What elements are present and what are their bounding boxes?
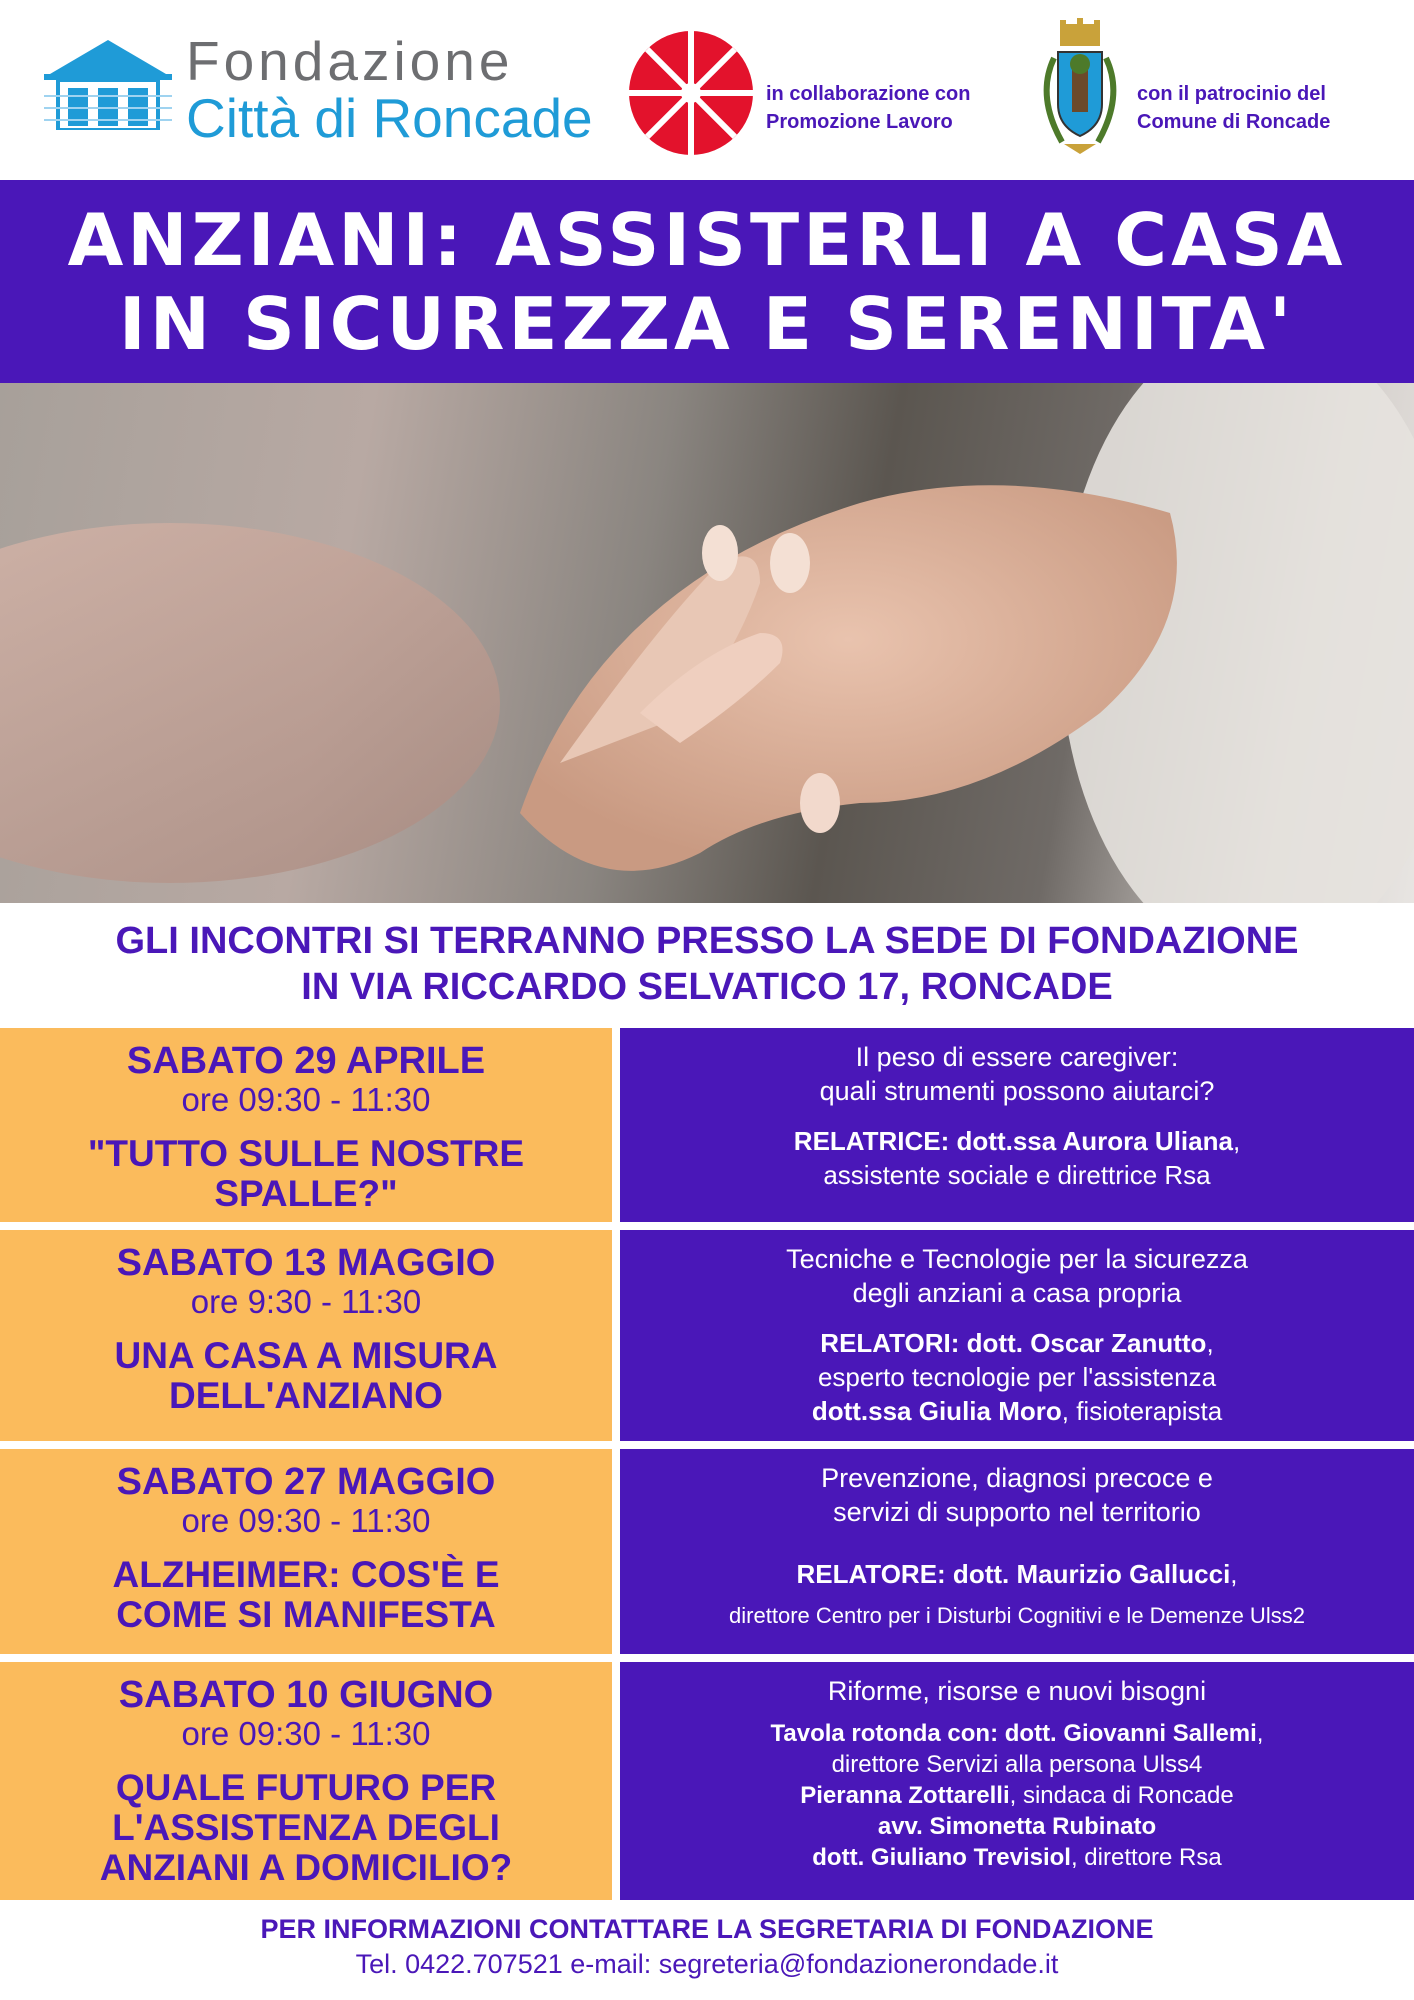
event-topic [100, 1768, 512, 1888]
event-date-cell [0, 1028, 612, 1222]
footer [0, 1904, 1414, 2000]
event-topic-line: ALZHEIMER: COS'È E [112, 1554, 500, 1595]
title-line-1: ANZIANI: ASSISTERLI A CASA [67, 197, 1347, 282]
speaker-role: direttore Centro per i Disturbi Cognitivi e le Demenze Ulss2 [729, 1603, 1305, 1628]
speaker-name: dott. Giuliano Trevisiol [812, 1844, 1071, 1871]
event-row [0, 1662, 1414, 1900]
header [0, 0, 1414, 180]
event-details-cell [620, 1662, 1414, 1900]
speaker-role: esperto tecnologie per l'assistenza [817, 1362, 1217, 1392]
event-topic [114, 1336, 497, 1416]
location-info [0, 903, 1414, 1025]
patronage-line-1: con il patrocinio del [1137, 83, 1326, 105]
event-topic-line: L'ASSISTENZA DEGLI [112, 1807, 500, 1848]
speaker-role: , [1256, 1720, 1264, 1747]
collaboration-line-1: in collaborazione con [766, 83, 971, 105]
speaker-line [771, 1842, 1264, 1873]
holding-hands-photo [0, 383, 1414, 903]
speaker-role: , [1206, 1328, 1214, 1358]
speaker-name: RELATORE: dott. Maurizio Gallucci [796, 1559, 1231, 1589]
event-time: ore 9:30 - 11:30 [190, 1283, 422, 1320]
speaker-role: , sindaca di Roncade [1009, 1782, 1234, 1809]
foundation-logo-text [186, 30, 593, 149]
event-subtitle-line: quali strumenti possono aiutarci? [819, 1076, 1215, 1106]
speaker-line [729, 1557, 1305, 1591]
row-divider [612, 1449, 620, 1654]
event-subtitle-line: Tecniche e Tecnologie per la sicurezza [786, 1244, 1248, 1274]
event-topic-line: "TUTTO SULLE NOSTRE [87, 1133, 525, 1174]
collaboration-line-2: Promozione Lavoro [766, 111, 953, 133]
row-divider [612, 1028, 620, 1222]
event-subtitle [820, 1040, 1215, 1108]
event-subtitle-line: Riforme, risorse e nuovi bisogni [827, 1676, 1207, 1706]
speaker-line [812, 1360, 1222, 1394]
event-speakers [771, 1718, 1264, 1873]
speaker-name: Pieranna Zottarelli [800, 1782, 1010, 1809]
event-subtitle [786, 1242, 1248, 1310]
event-topic-line: COME SI MANIFESTA [116, 1594, 496, 1635]
event-topic-line: QUALE FUTURO PER [115, 1767, 497, 1808]
speaker-line [812, 1394, 1222, 1428]
speaker-line [729, 1601, 1305, 1631]
speaker-line [812, 1326, 1222, 1360]
event-date: SABATO 27 MAGGIO [116, 1461, 496, 1503]
event-topic [88, 1134, 524, 1214]
title-banner [0, 180, 1414, 383]
speaker-role: , [1230, 1559, 1238, 1589]
speaker-role: , direttore Rsa [1070, 1844, 1222, 1871]
speaker-role: direttore Servizi alla persona Ulss4 [831, 1751, 1203, 1778]
speaker-name: RELATRICE: dott.ssa Aurora Uliana [793, 1126, 1233, 1156]
footer-contacts: Tel. 0422.707521 e-mail: segreteria@fondazionerondade.it [355, 1949, 1059, 1979]
speaker-name: RELATORI: dott. Oscar Zanutto [820, 1328, 1207, 1358]
event-subtitle-line: Prevenzione, diagnosi precoce e [821, 1463, 1213, 1493]
event-subtitle-line: Il peso di essere caregiver: [855, 1042, 1179, 1072]
speaker-line [771, 1749, 1264, 1780]
speaker-name: dott.ssa Giulia Moro [811, 1396, 1062, 1426]
speaker-line [771, 1811, 1264, 1842]
logo-line-2: Città di Roncade [186, 87, 593, 149]
title-line-2: IN SICUREZZA E SERENITA' [118, 281, 1296, 366]
event-topic-line: UNA CASA A MISURA [114, 1335, 498, 1376]
footer-info-heading: PER INFORMAZIONI CONTATTARE LA SEGRETARIA DI FONDAZIONE [260, 1914, 1154, 1944]
collaboration-text [766, 80, 970, 136]
event-speakers [794, 1124, 1240, 1192]
event-topic-line: ANZIANI A DOMICILIO? [99, 1847, 513, 1888]
event-subtitle-line: servizi di supporto nel territorio [833, 1497, 1201, 1527]
promozione-lavoro-logo-icon [628, 30, 754, 156]
row-divider [612, 1662, 620, 1900]
event-date-cell [0, 1449, 612, 1654]
speaker-name: avv. Simonetta Rubinato [877, 1813, 1157, 1840]
house-logo-icon [44, 36, 172, 130]
event-row [0, 1230, 1414, 1441]
speaker-name: Tavola rotonda con: dott. Giovanni Sallemi [770, 1720, 1257, 1747]
event-details-cell [620, 1230, 1414, 1441]
event-speakers [812, 1326, 1222, 1428]
patronage-line-2: Comune di Roncade [1137, 111, 1331, 133]
speaker-role: , fisioterapista [1061, 1396, 1223, 1426]
location-line-1: GLI INCONTRI SI TERRANNO PRESSO LA SEDE DI FONDAZIONE [115, 920, 1299, 962]
event-topic-line: SPALLE?" [214, 1173, 398, 1214]
municipal-crest-icon [1028, 18, 1132, 158]
event-subtitle-line: degli anziani a casa propria [852, 1278, 1182, 1308]
speaker-role: , [1232, 1126, 1241, 1156]
event-speakers [729, 1557, 1305, 1631]
event-row [0, 1028, 1414, 1222]
event-date-cell [0, 1662, 612, 1900]
event-time: ore 09:30 - 11:30 [181, 1502, 431, 1539]
event-subtitle [828, 1674, 1206, 1708]
event-time: ore 09:30 - 11:30 [181, 1081, 431, 1118]
event-date: SABATO 13 MAGGIO [116, 1242, 496, 1284]
event-details-cell [620, 1449, 1414, 1654]
row-divider [612, 1230, 620, 1441]
event-date-cell [0, 1230, 612, 1441]
speaker-line [794, 1124, 1240, 1158]
event-date: SABATO 10 GIUGNO [118, 1674, 494, 1716]
speaker-role: assistente sociale e direttrice Rsa [823, 1160, 1211, 1190]
speaker-line [771, 1718, 1264, 1749]
event-date: SABATO 29 APRILE [126, 1040, 486, 1082]
logo-line-1: Fondazione [186, 30, 514, 92]
event-details-cell [620, 1028, 1414, 1222]
event-subtitle [821, 1461, 1213, 1529]
event-time: ore 09:30 - 11:30 [181, 1715, 431, 1752]
event-topic [112, 1555, 499, 1635]
patronage-text [1137, 80, 1330, 136]
speaker-line [771, 1780, 1264, 1811]
event-row [0, 1449, 1414, 1654]
event-topic-line: DELL'ANZIANO [169, 1375, 443, 1416]
location-line-2: IN VIA RICCARDO SELVATICO 17, RONCADE [301, 966, 1113, 1008]
speaker-line [794, 1158, 1240, 1192]
